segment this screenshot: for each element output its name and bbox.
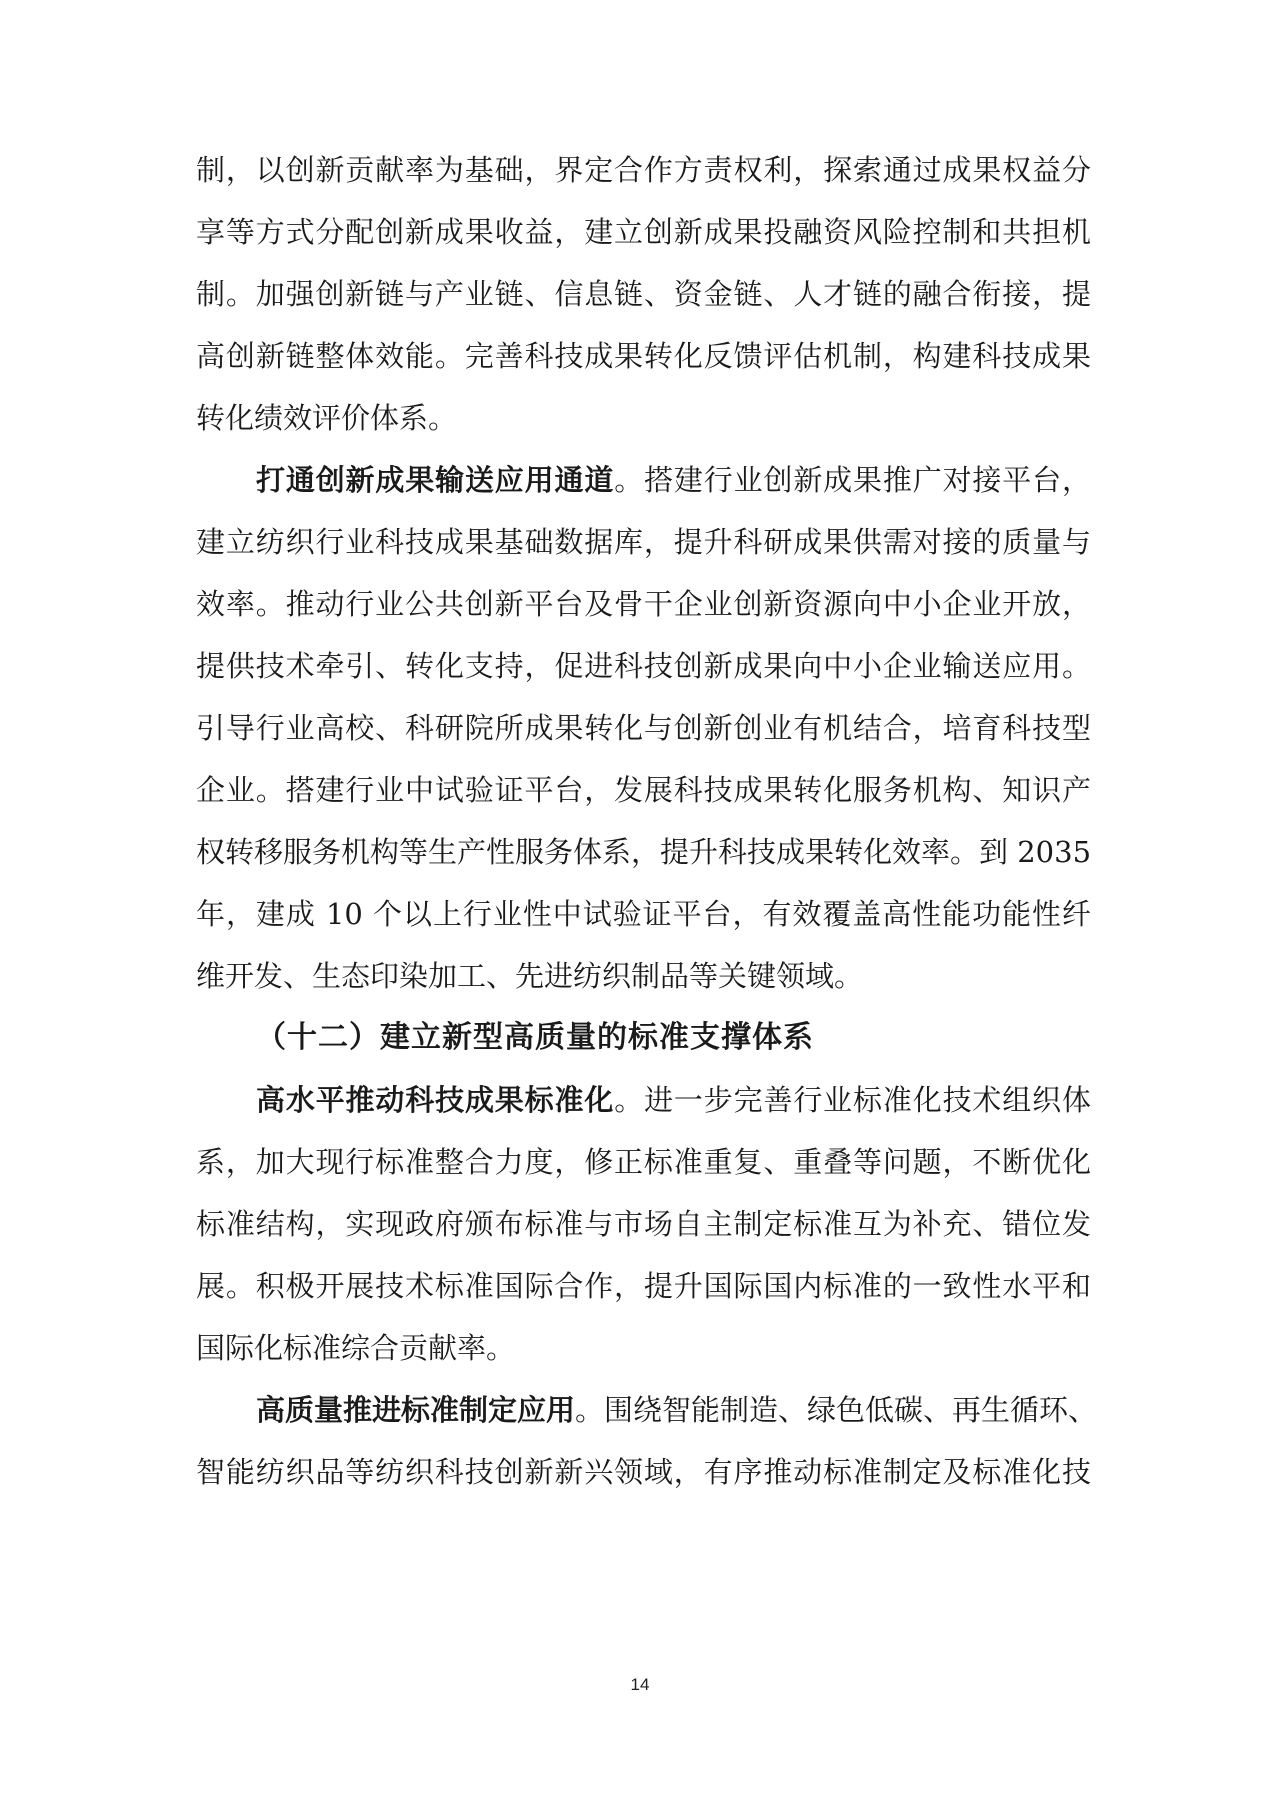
- paragraph-2-lead-title: 打通创新成果输送应用通道: [256, 463, 615, 497]
- paragraph-2-line-6: 权转移服务机构等生产性服务体系，提升科技成果转化效率。到 2035: [196, 835, 1092, 869]
- paragraph-4-lead-title: 高质量推进标准制定应用: [256, 1393, 576, 1427]
- paragraph-2-line-7: 年，建成 10 个以上行业性中试验证平台，有效覆盖高性能功能性纤: [196, 897, 1091, 931]
- paragraph-4-first-line: [256, 1390, 1098, 1430]
- paragraph-3-line-3: 展。积极开展技术标准国际合作，提升国际国内标准的一致性水平和: [196, 1269, 1091, 1303]
- section-heading: （十二）建立新型高质量的标准支撑体系: [256, 1020, 814, 1055]
- paragraph-2-line-2: 效率。推动行业公共创新平台及骨干企业创新资源向中小企业开放，: [196, 587, 1091, 621]
- page-number: 14: [630, 1675, 650, 1694]
- paragraph-3-lead-title: 高水平推动科技成果标准化: [256, 1083, 615, 1117]
- paragraph-3-lead-rest: 。进一步完善行业标准化技术组织体: [614, 1083, 1091, 1117]
- paragraph-1-line-1: 制，以创新贡献率为基础，界定合作方责权利，探索通过成果权益分: [196, 153, 1091, 187]
- paragraph-3-line-2: 标准结构，实现政府颁布标准与市场自主制定标准互为补充、错位发: [196, 1207, 1091, 1241]
- paragraph-3-line-4: 国际化标准综合贡献率。: [196, 1331, 516, 1365]
- paragraph-2-line-1: 建立纺织行业科技成果基础数据库，提升科研成果供需对接的质量与: [196, 525, 1091, 559]
- paragraph-2-line-4: 引导行业高校、科研院所成果转化与创新创业有机结合，培育科技型: [196, 711, 1091, 745]
- paragraph-4-line-1: 智能纺织品等纺织科技创新新兴领域，有序推动标准制定及标准化技: [196, 1455, 1091, 1489]
- paragraph-1-line-5: 转化绩效评价体系。: [196, 401, 458, 435]
- paragraph-2-line-5: 企业。搭建行业中试验证平台，发展科技成果转化服务机构、知识产: [196, 773, 1091, 807]
- paragraph-2-line-3: 提供技术牵引、转化支持，促进科技创新成果向中小企业输送应用。: [196, 649, 1091, 683]
- paragraph-1-line-2: 享等方式分配创新成果收益，建立创新成果投融资风险控制和共担机: [196, 215, 1091, 249]
- paragraph-4-lead-rest: 。围绕智能制造、绿色低碳、再生循环、: [575, 1393, 1098, 1427]
- paragraph-2-first-line: [256, 460, 1091, 500]
- paragraph-3-first-line: [256, 1080, 1091, 1120]
- paragraph-1-line-4: 高创新链整体效能。完善科技成果转化反馈评估机制，构建科技成果: [196, 339, 1091, 373]
- paragraph-2-lead-rest: 。搭建行业创新成果推广对接平台，: [614, 463, 1091, 497]
- paragraph-1-line-3: 制。加强创新链与产业链、信息链、资金链、人才链的融合衔接，提: [196, 277, 1091, 311]
- paragraph-3-line-1: 系，加大现行标准整合力度，修正标准重复、重叠等问题，不断优化: [196, 1145, 1091, 1179]
- paragraph-2-line-8: 维开发、生态印染加工、先进纺织制品等关键领域。: [196, 959, 864, 993]
